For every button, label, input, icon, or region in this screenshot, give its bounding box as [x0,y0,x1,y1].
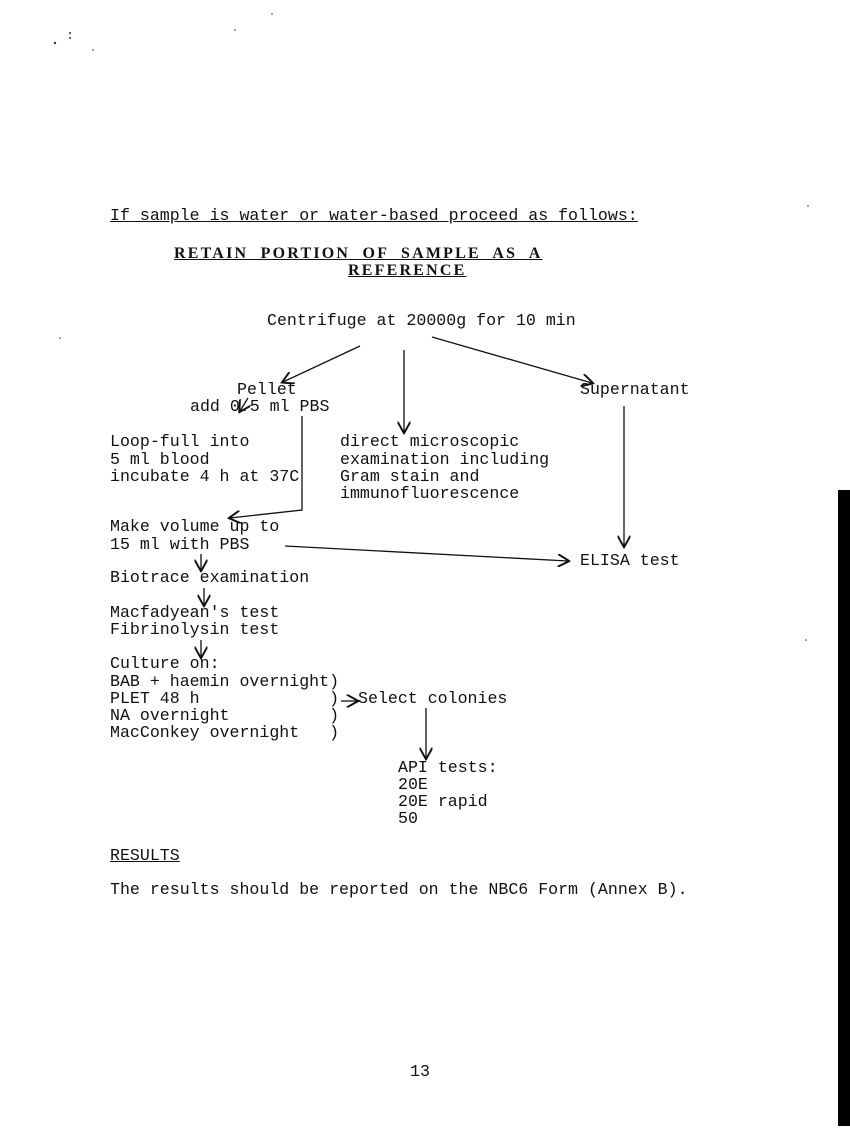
banner-line-1: RETAIN PORTION OF SAMPLE AS A [174,245,543,262]
elisa-label: ELISA test [580,551,680,570]
arrow-pellet-to-pbs [240,398,248,411]
loop-line-2: 5 ml blood [110,450,210,469]
macfadyean-test: Macfadyean's test [110,603,280,622]
api-item: 50 [398,809,418,828]
loop-line-1: Loop-full into [110,432,250,451]
biotrace-step: Biotrace examination [110,568,310,587]
intro-text: If sample is water or water-based proceed as follows: [110,206,638,225]
banner-line-2: REFERENCE [348,262,467,279]
api-item: 20E [398,775,428,794]
culture-item: PLET 48 h ) [110,689,340,708]
arrow-to-pellet [283,346,360,382]
arrow-volume-to-elisa [285,546,568,561]
make-volume-line-1: Make volume up to [110,517,280,536]
direct-line-1: direct microscopic [340,432,520,451]
fibrinolysin-test: Fibrinolysin test [110,620,280,639]
centrifuge-step: Centrifuge at 20000g for 10 min [267,311,576,330]
arrow-to-supernatant [432,337,592,383]
make-volume-line-2: 15 ml with PBS [110,535,250,554]
pellet-label: Pellet [237,380,297,399]
culture-heading: Culture on: [110,654,220,673]
scan-edge-bar [838,490,850,1126]
culture-item: BAB + haemin overnight) [110,672,340,691]
add-pbs-step: add 0.5 ml PBS [190,397,330,416]
results-heading: RESULTS [110,846,180,865]
api-heading: API tests: [398,758,498,777]
select-colonies: Select colonies [358,689,508,708]
loop-line-3: incubate 4 h at 37C [110,467,300,486]
direct-line-3: Gram stain and [340,467,480,486]
api-item: 20E rapid [398,792,488,811]
results-text: The results should be reported on the NBC6 Form (Annex B). [110,880,688,899]
direct-line-4: immunofluorescence [340,484,520,503]
supernatant-label: Supernatant [580,380,690,399]
culture-item: MacConkey overnight ) [110,723,340,742]
arrow-pbs-to-volume [230,416,302,518]
scan-specks [54,13,809,641]
direct-line-2: examination including [340,450,550,469]
page-number: 13 [410,1062,430,1081]
culture-item: NA overnight ) [110,706,340,725]
